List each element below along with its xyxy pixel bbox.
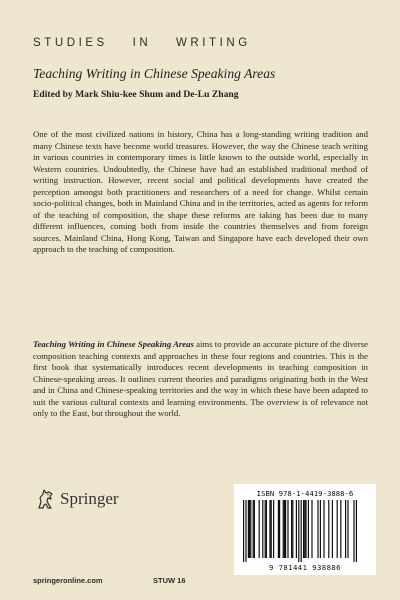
description-paragraph-2	[33, 339, 368, 420]
paragraph-2-text: aims to provide an accurate picture of the diverse composition teaching contexts and approaches in these four regions and countries. This is the first book that systematically introduces recent developments in teaching composition in Chinese-speaking areas. It outlines current theories and paradigms originating both in the West and in China and Chinese-speaking territories and the way in which these have been adapted to suit the various cultural contexts and learning environments. The overview is of relevance not only to the East, but throughout the world.	[33, 339, 368, 419]
springer-horse-icon	[36, 488, 56, 510]
barcode-bar	[245, 500, 246, 562]
barcode-bar	[249, 500, 250, 558]
barcode-bar	[345, 500, 346, 558]
barcode-bars	[243, 500, 367, 562]
barcode-bar	[308, 500, 309, 558]
barcode-bar	[292, 500, 293, 558]
barcode-bar	[323, 500, 324, 558]
series-name	[33, 37, 373, 49]
barcode-bar	[254, 500, 255, 558]
barcode-bar	[265, 500, 266, 558]
barcode-bar	[262, 500, 263, 558]
publisher-url: springeronline.com	[33, 576, 103, 585]
barcode-bar	[273, 500, 274, 558]
series-code: STUW 16	[153, 576, 186, 585]
book-editors: Edited by Mark Shiu-kee Shum and De-Lu Zhang	[33, 89, 239, 100]
description-paragraph-1: One of the most civilized nations in history, China has a long-standing writing tradition and many Chinese texts have become world treasures. However, the way the Chinese teach writing in various countries in contemporary times is little known to the outside world, especially in Western countries. Undoubtedly, the Chinese have had an established traditional method of writing instruction. However, recent social and political developments have created the perception amongst both practitioners and researchers of a need for change. Whilst certain socio-political changes, both in Mainland China and in the territories, acted as agents for reform of the teaching of composition, the shape these reforms are taking has been due to many different influences, coming both from inside the countries themselves and from foreign sources. Mainland China, Hong Kong, Taiwan and Singapore have each developed their own approach to the teaching of composition.	[33, 129, 368, 255]
barcode-bar	[317, 500, 318, 558]
series-word: IN	[132, 37, 152, 49]
barcode-bar	[356, 500, 357, 562]
barcode	[234, 484, 376, 575]
barcode-bar	[305, 500, 306, 558]
barcode-bar	[298, 500, 299, 562]
book-title: Teaching Writing in Chinese Speaking Areas	[33, 66, 276, 81]
barcode-bar	[287, 500, 288, 558]
barcode-bar	[259, 500, 260, 558]
series-word: WRITING	[175, 37, 251, 49]
barcode-bar	[284, 500, 285, 558]
series-word: STUDIES	[33, 37, 108, 49]
barcode-bar	[253, 500, 254, 558]
barcode-bar	[271, 500, 272, 558]
barcode-bar	[269, 500, 270, 558]
barcode-bar	[278, 500, 279, 558]
barcode-bar	[285, 500, 286, 558]
barcode-bar	[248, 500, 249, 558]
barcode-bar	[279, 500, 280, 558]
barcode-bar	[296, 500, 297, 558]
barcode-bar	[353, 500, 354, 562]
barcode-bar	[347, 500, 348, 558]
publisher-logo	[36, 487, 119, 511]
barcode-bar	[250, 500, 251, 558]
publisher-name: Springer	[60, 489, 119, 508]
barcode-number: 9 781441 938886	[269, 563, 341, 572]
barcode-bar	[243, 500, 244, 562]
barcode-bar	[266, 500, 267, 558]
barcode-bar	[304, 500, 305, 558]
barcode-bar	[328, 500, 329, 558]
barcode-bar	[283, 500, 284, 558]
barcode-bar	[332, 500, 333, 558]
barcode-bar	[311, 500, 312, 558]
barcode-bar	[303, 500, 304, 558]
barcode-bar	[337, 500, 338, 558]
barcode-bar	[340, 500, 341, 558]
title-emphasis: Teaching Writing in Chinese Speaking Areas	[33, 339, 194, 349]
barcode-bar	[301, 500, 302, 562]
isbn-text: ISBN 978-1-4419-3888-6	[256, 489, 354, 498]
barcode-bar	[320, 500, 321, 558]
barcode-bar	[291, 500, 292, 558]
